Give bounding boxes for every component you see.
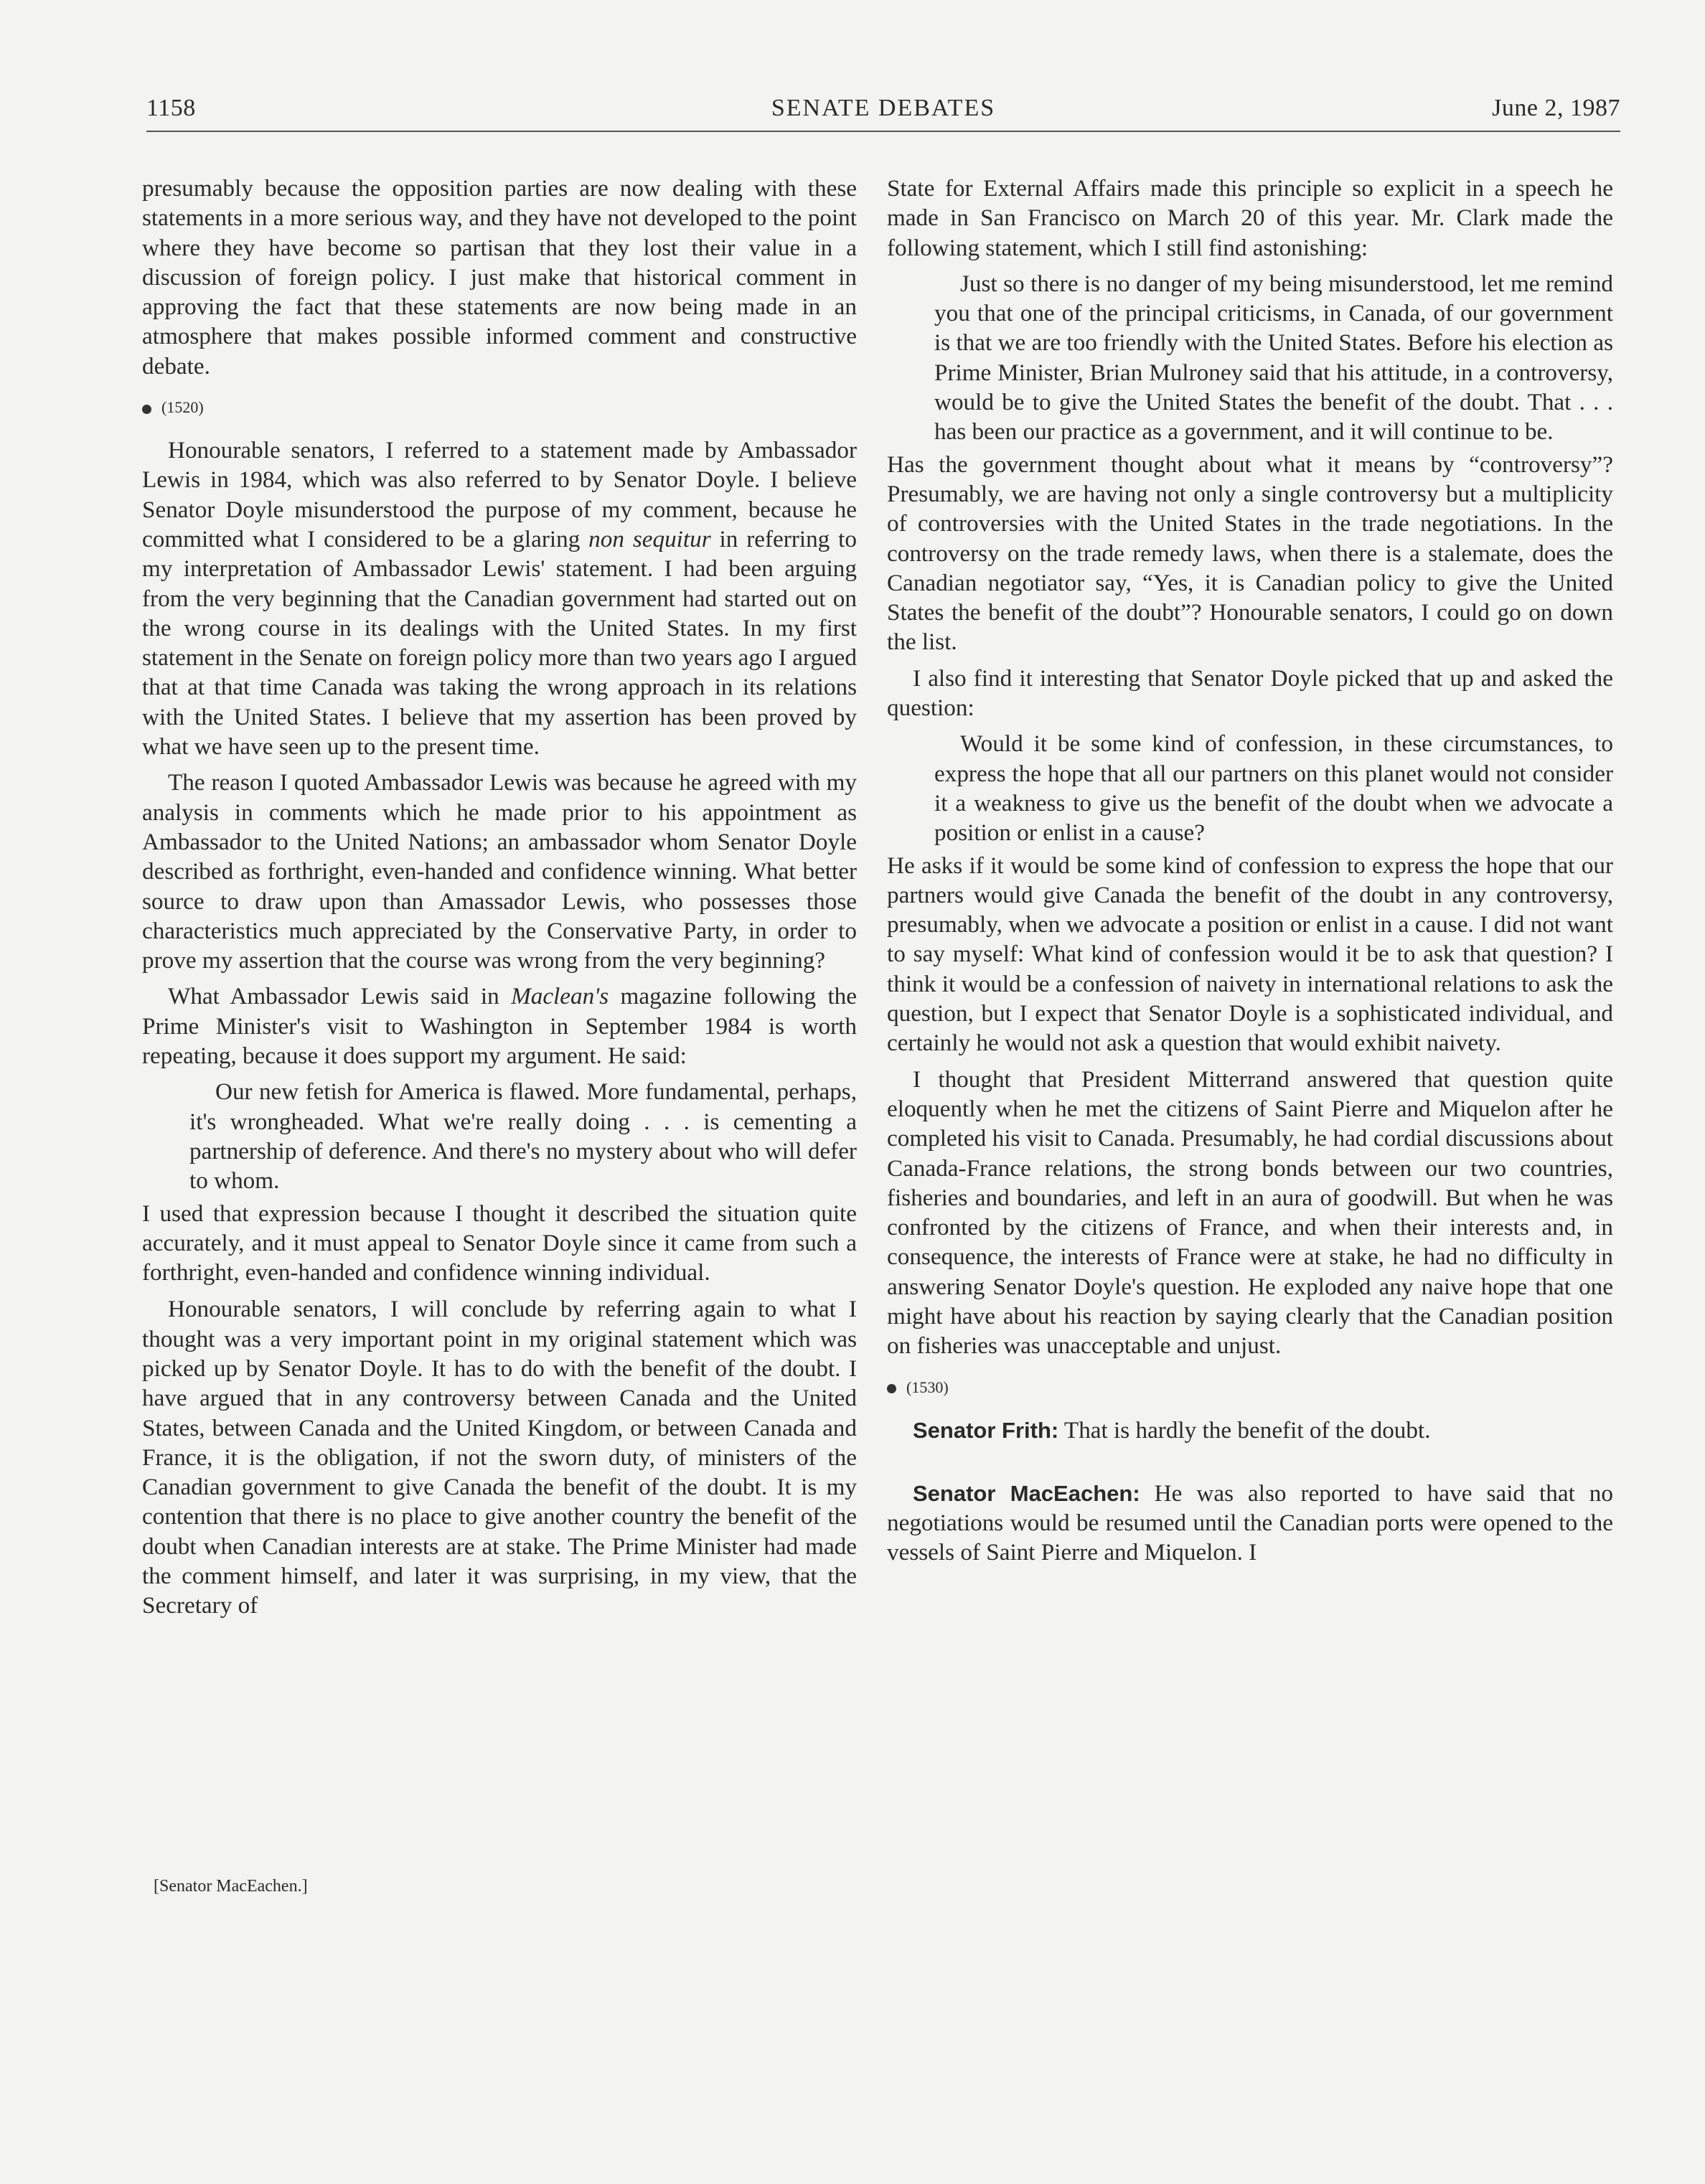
paragraph: Honourable senators, I will conclude by referring again to what I thought was a very important point in my original statement which was picked up by Senator Doyle. It has to do with the benefit of the doubt. I have argued that in any controversy between Canada and the United States, between Canada and the United Kingdom, or between Canada and France, it is the obligation, if not the sworn duty, of ministers of the Canadian government to give Canada the benefit of the doubt. It is my contention that there is no place to give another country the benefit of the doubt when Canadian interests are at stake. The Prime Minister had made the comment himself, and later it was surprising, in my view, that the Secretary of bbox=[142, 1296, 857, 1619]
paragraph: presumably because the opposition parties are now dealing with these statements in a more serious way, and they have not developed to the point where they have become so partisan that they lost their value in a discussion of foreign policy. I just make that historical comment in approving the fact that these statements are now being made in an atmosphere that makes possible informed comment and constructive debate. bbox=[142, 175, 857, 380]
speech-paragraph bbox=[887, 1479, 1613, 1568]
block-quote: Would it be some kind of confession, in these circumstances, to express the hope that all our partners on this planet would not consider it a weakness to give us the benefit of the doubt when we advocate a position or enlist in a cause? bbox=[934, 730, 1613, 847]
publication-title: SENATE DEBATES bbox=[771, 95, 996, 121]
speech-text: He was also reported to have said that no negotiations would be resumed until the Canadian ports were opened to the vessels of Saint Pierre and Miquelon. I bbox=[887, 1479, 1613, 1566]
paragraph-text: What Ambassador Lewis said in bbox=[168, 983, 512, 1010]
paragraph: The reason I quoted Ambassador Lewis was because he agreed with my analysis in comments which he made prior to his appointment as Ambassador to the United Nations; an ambassador whom Senator Doyle described as forthright, even-handed and confidence winning. What better source to draw upon than Amassador Lewis, who possesses those characteristics much appreciated by the Conservative Party, in order to prove my assertion that the course was wrong from the very beginning? bbox=[142, 769, 857, 974]
paragraph bbox=[142, 436, 857, 761]
block-quote: Our new fetish for America is flawed. More fundamental, perhaps, it's wrongheaded. What we're really doing . . . is cementing a partnership of deference. And there's no mystery about who will defer to whom. bbox=[189, 1078, 857, 1195]
speaker-name: Senator MacEachen: bbox=[913, 1480, 1140, 1506]
page-header bbox=[146, 95, 1620, 132]
paragraph-text: in referring to my interpretation of Ambassador Lewis' statement. I had been arguing from the very beginning that the Canadian government had started out on the wrong course in its dealings with the United States. In my first statement in the Senate on foreign policy more than two years ago I argued that at that time Canada was taking the wrong approach in its relations with the United States. I believe that my assertion has been proved by what we have seen up to the present time. bbox=[142, 525, 857, 761]
speaker-attribution: [Senator MacEachen.] bbox=[154, 1877, 308, 1896]
paragraph bbox=[142, 982, 857, 1070]
time-marker bbox=[142, 397, 857, 418]
page-number: 1158 bbox=[146, 95, 196, 121]
time-marker bbox=[887, 1377, 1613, 1398]
paragraph: Has the government thought about what it means by “controversy”? Presumably, we are having not only a single controversy but a multiplicity of controversies with the United States in the trade negotiations. In the controversy on the trade remedy laws, when there is a stalemate, does the Canadian negotiator say, “Yes, it is Canadian policy to give the United States the benefit of the doubt”? Honourable senators, I could go on down the list. bbox=[887, 451, 1613, 656]
italic-title: Maclean's bbox=[511, 983, 609, 1010]
time-marker-label: (1520) bbox=[161, 398, 204, 417]
speech-paragraph bbox=[887, 1416, 1613, 1445]
speaker-name: Senator Frith: bbox=[913, 1417, 1059, 1443]
left-column bbox=[142, 174, 857, 1627]
italic-phrase: non sequitur bbox=[588, 525, 711, 552]
paragraph-text: Honourable senators, I referred to a statement made by Ambassador Lewis in 1984, which was also referred to by Senator Doyle. I believe Senator Doyle misunderstood the purpose of my comment, because he committed what I considered to be a glaring bbox=[142, 437, 857, 552]
paragraph: State for External Affairs made this principle so explicit in a speech he made in San Francisco on March 20 of this year. Mr. Clark made the following statement, which I still find astonishing: bbox=[887, 175, 1613, 261]
bullet-icon bbox=[142, 405, 151, 414]
paragraph: I thought that President Mitterrand answered that question quite eloquently when he met the citizens of Saint Pierre and Miquelon after he completed his visit to Canada. Presumably, he had cordial discussions about Canada-France relations, the strong bonds between our two countries, fisheries and boundaries, and left in an aura of goodwill. But when he was confronted by the citizens of France, and when their interests and, in consequence, the interests of France were at stake, he had no difficulty in answering Senator Doyle's question. He exploded any naive hope that one might have about his reaction by saying clearly that the Canadian position on fisheries was unacceptable and unjust. bbox=[887, 1065, 1613, 1360]
paragraph-text: magazine following the Prime Minister's visit to Washington in September 1984 is worth repeating, because it does support my argument. He said: bbox=[142, 983, 857, 1070]
page-date: June 2, 1987 bbox=[1492, 95, 1620, 121]
paragraph: He asks if it would be some kind of confession to express the hope that our partners would give Canada the benefit of the doubt in any controversy, presumably, when we advocate a position or enlist in a cause. I did not want to say myself: What kind of confession would it be to ask that question? I think it would be a confession of naivety in international relations to ask the question, but I expect that Senator Doyle is a sophisticated individual, and certainly he would not ask a question that would exhibit naivety. bbox=[887, 852, 1613, 1057]
bullet-icon bbox=[887, 1384, 896, 1393]
paragraph: I also find it interesting that Senator Doyle picked that up and asked the question: bbox=[887, 664, 1613, 722]
right-column bbox=[887, 174, 1613, 1574]
time-marker-label: (1530) bbox=[906, 1378, 949, 1396]
speech-text: That is hardly the benefit of the doubt. bbox=[1058, 1416, 1431, 1444]
block-quote: Just so there is no danger of my being misunderstood, let me remind you that one of the principal criticisms, in Canada, of our government is that we are too friendly with the United States. Before his election as Prime Minister, Brian Mulroney said that his attitude, in a controversy, would be to give the United States the benefit of the doubt. That . . . has been our practice as a government, and it will continue to be. bbox=[934, 270, 1613, 446]
spacer bbox=[887, 1451, 1613, 1479]
paragraph: I used that expression because I thought it described the situation quite accurately, and it must appeal to Senator Doyle since it came from such a forthright, even-handed and confidence winning individual. bbox=[142, 1200, 857, 1286]
